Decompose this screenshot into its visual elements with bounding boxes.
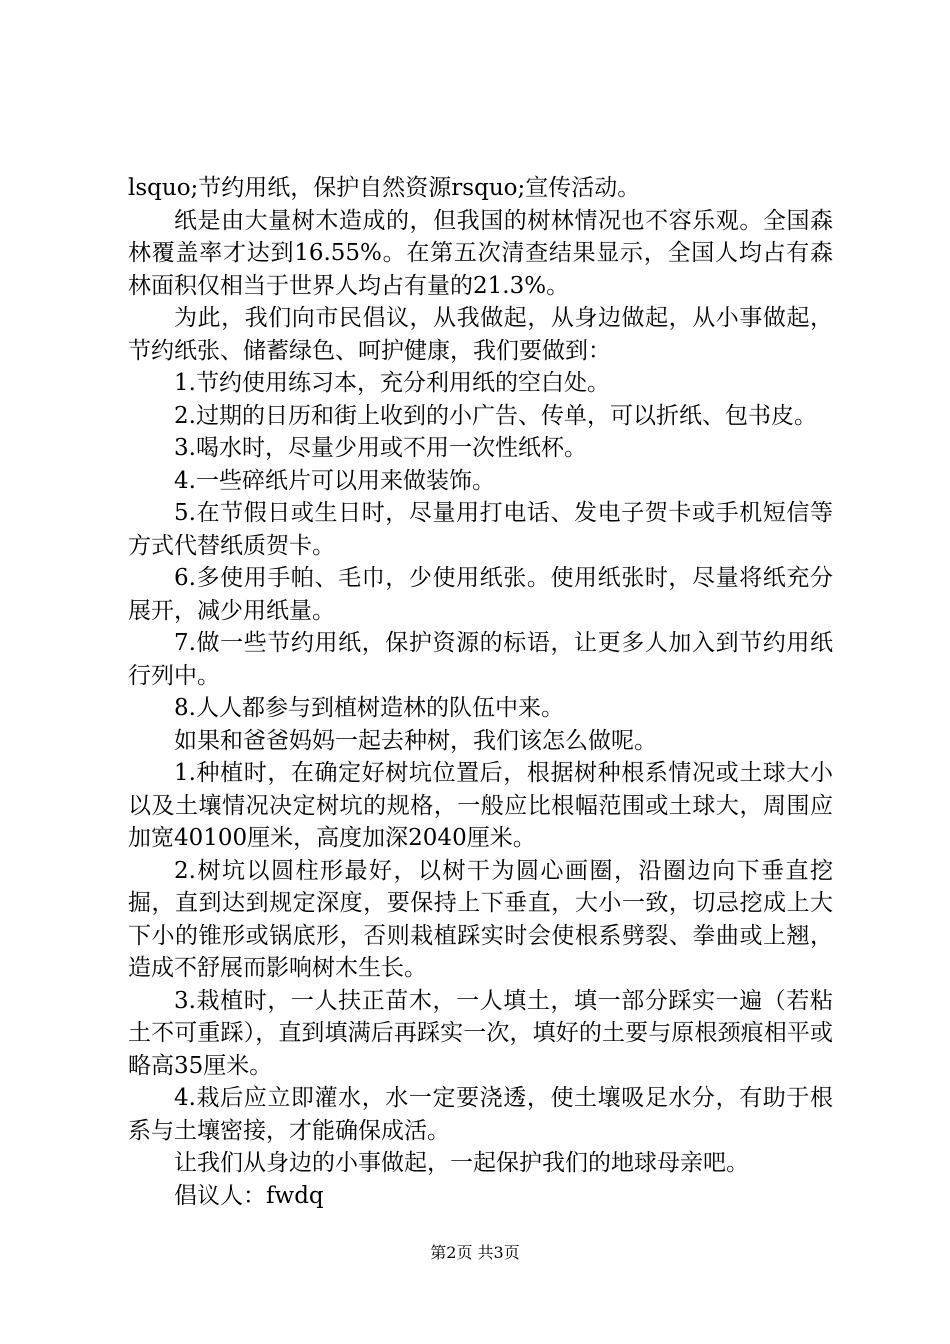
paragraph: 纸是由大量树木造成的，但我国的树林情况也不容乐观。全国森林覆盖率才达到16.55%。在第五次清查结果显示，全国人均占有森林面积仅相当于世界人均占有量的21.3%。 <box>128 207 833 299</box>
paragraph: 如果和爸爸妈妈一起去种树，我们该怎么做呢。 <box>174 727 657 754</box>
list-item: 2.过期的日历和街上收到的小广告、传单，可以折纸、包书皮。 <box>174 402 817 429</box>
page-number: 第2页 共3页 <box>430 1243 520 1262</box>
paragraph: 为此，我们向市民倡议，从我做起，从身边做起，从小事做起，节约纸张、储蓄绿色、呵护健康，我们要做到： <box>128 305 833 364</box>
document-body <box>128 172 833 1212</box>
list-item: 4.栽后应立即灌水，水一定要浇透，使土壤吸足水分，有助于根系与土壤密接，才能确保成活。 <box>128 1085 833 1144</box>
list-item: 3.喝水时，尽量少用或不用一次性纸杯。 <box>174 435 587 461</box>
paragraph: 让我们从身边的小事做起，一起保护我们的地球母亲吧。 <box>174 1150 749 1176</box>
paragraph: lsquo;节约用纸，保护自然资源rsquo;宣传活动。 <box>128 175 641 201</box>
list-item: 5.在节假日或生日时，尽量用打电话、发电子贺卡或手机短信等方式代替纸质贺卡。 <box>128 500 833 559</box>
list-item: 3.栽植时，一人扶正苗木，一人填土，填一部分踩实一遍（若粘土不可重踩），直到填满后再踩实一次，填好的土要与原根颈痕相平或略高35厘米。 <box>128 987 833 1079</box>
list-item: 4.一些碎纸片可以用来做装饰。 <box>174 467 495 494</box>
list-item: 2.树坑以圆柱形最好，以树干为圆心画圈，沿圈边向下垂直挖掘，直到达到规定深度，要保持上下垂直，大小一致，切忌挖成上大下小的锥形或锅底形，否则栽植踩实时会使根系劈裂、拳曲或上翘，造成不舒展而影响树木生长。 <box>128 857 833 981</box>
list-item: 7.做一些节约用纸，保护资源的标语，让更多人加入到节约用纸行列中。 <box>128 630 833 689</box>
list-item: 6.多使用手帕、毛巾，少使用纸张。使用纸张时，尽量将纸充分展开，减少用纸量。 <box>128 565 833 624</box>
list-item: 1.节约使用练习本，充分利用纸的空白处。 <box>174 370 610 396</box>
signature-line: 倡议人：fwdq <box>174 1182 324 1209</box>
list-item: 8.人人都参与到植树造林的队伍中来。 <box>174 695 564 721</box>
list-item: 1.种植时，在确定好树坑位置后，根据树种根系情况或土球大小以及土壤情况决定树坑的规格，一般应比根幅范围或土球大，周围应加宽40100厘米，高度加深2040厘米。 <box>128 760 833 851</box>
